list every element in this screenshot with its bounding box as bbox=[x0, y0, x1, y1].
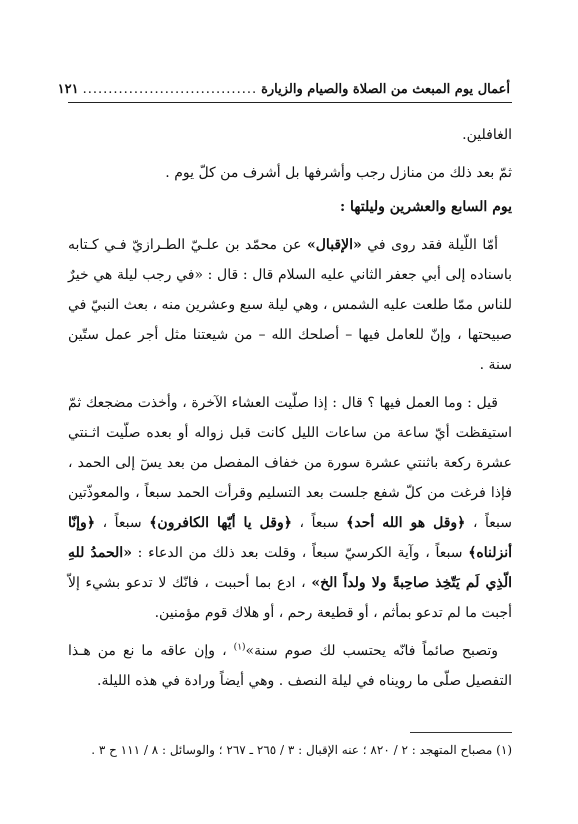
main-text bbox=[68, 120, 512, 696]
paragraph-text: قيل : وما العمل فيها ؟ قال : إذا صلّيت العشاء الآخرة ، وأخذت مضجعك ثمّ استيقظت أيّ ساعة من ساعات الليل كانت قبل زواله أو بعده صلّيت اثـنتي عشرة ركعة باثنتي عشرة سورة من خفاف المفصل من بعد يسٓ إلى الحمد ، فإذا فرغت من كلّ شفع جلست بعد التسليم وقرأت الحمد سبعاً ، والمعوذّتين سبعاً ، bbox=[68, 395, 513, 531]
paragraph-text: سبعاً ، bbox=[95, 515, 150, 531]
running-head-title: أعمال يوم المبعث من الصلاة والصيام والزيارة bbox=[261, 81, 510, 97]
dua-text: «الحمدُ للهِ الّذِي لَم يَتّخِذ صاحِبةً ولا ولداً الخ» bbox=[68, 545, 512, 591]
text-line-continuation: الغافلين. bbox=[462, 127, 512, 143]
footnote: (١) مصباح المتهجد : ٢ / ٨٢٠ ؛ عنه الإقبال : ٣ / ٢٦٥ ـ ٢٦٧ ؛ والوسائل : ٨ / ١١١ ح ٣ . bbox=[91, 743, 512, 757]
surah-qadr: ﴿وإنّا أنزلناه﴾ bbox=[68, 515, 512, 561]
text-line: ثمّ بعد ذلك من منازل رجب وأشرفها بل أشرف من كلّ يوم . bbox=[165, 165, 512, 181]
surah-ikhlas: ﴿وقل هو الله أحد﴾ bbox=[346, 515, 466, 531]
paragraph-fasting bbox=[68, 636, 512, 696]
paragraph-text: أمّا اللّيلة فقد روى في bbox=[361, 237, 498, 253]
paragraph-text: عن محمّد بن علـيّ الطـرازيّ فـي كـتابه باسناده إلى أبي جعفر الثاني عليه السلام قال : قال : «في رجب ليلة هي خيرٌ للناس ممّا طلعت عليه الشمس ، وهي ليلة سبع وعشرين منه ، بعث النبيّ في صبيحتها ، وإنّ للعامل فيها – أصلحك الله – من شيعتنا مثل أجر عمل ستّين سنة . bbox=[68, 237, 512, 373]
paragraph-text: وتصبح صائماً فانّه يحتسب لك صوم سنة» bbox=[245, 643, 498, 659]
running-head bbox=[57, 78, 510, 100]
paragraph-text: سبعاً ، bbox=[291, 515, 347, 531]
section-heading: يوم السابع والعشرين وليلتها : bbox=[340, 199, 512, 215]
paragraph-text: ، ادع بما أحببت ، فانّك لا تدعو بشيء إلاّ أجبت ما لم تدعو بمأثم ، أو قطيعة رحم ، أو هلاك قوم مؤمنين. bbox=[68, 575, 512, 621]
paragraph-text: سبعاً ، وآية الكرسيّ سبعاً ، وقلت بعد ذلك من الدعاء : bbox=[131, 545, 469, 561]
page-number: ١٢١ bbox=[57, 81, 79, 97]
book-title-iqbal: «الإقبال» bbox=[307, 237, 362, 253]
footnote-reference: (١) bbox=[233, 642, 246, 653]
paragraph-night-narration bbox=[68, 230, 512, 380]
paragraph-night-prayer bbox=[68, 388, 512, 628]
surah-kafirun: ﴿وقل يا أيّها الكافرون﴾ bbox=[149, 515, 292, 531]
running-head-leader-dots: .................................. bbox=[82, 81, 258, 97]
footnote-divider bbox=[410, 732, 512, 733]
header-divider bbox=[68, 102, 512, 103]
paragraph-text: ، وإن عاقه ما نع من هـذا التفصيل صلّى ما رويناه في ليلة النصف . وهي أيضاً ورادة في هذه الليلة. bbox=[68, 643, 512, 689]
